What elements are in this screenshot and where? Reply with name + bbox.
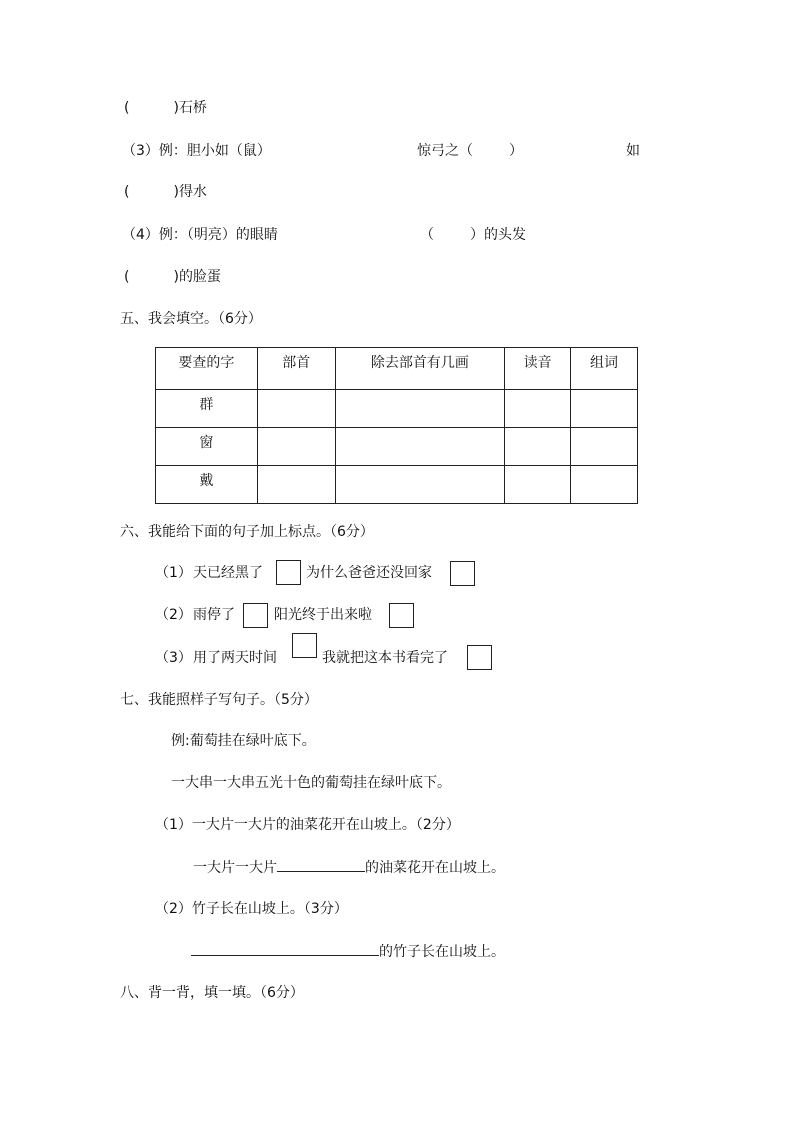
cell-input[interactable] <box>571 428 638 466</box>
punct-item-2-num: （2） <box>155 607 192 623</box>
example-sentence: 例:葡萄挂在绿叶底下。 <box>171 733 316 749</box>
question-1: （1）一大片一大片的油菜花开在山坡上。（2分） <box>155 817 460 833</box>
cell-input[interactable] <box>571 466 638 504</box>
cell-character: 群 <box>156 390 258 428</box>
section-five-title: 五、我会填空。（6分） <box>120 311 262 327</box>
cell-input[interactable] <box>505 466 571 504</box>
punctuation-box[interactable] <box>276 560 301 585</box>
header-character: 要查的字 <box>156 348 258 390</box>
fill-startled-bird: 惊弓之（ ） <box>417 143 523 159</box>
table-row <box>156 428 638 466</box>
header-word: 组词 <box>571 348 638 390</box>
punctuation-box[interactable] <box>467 645 492 670</box>
punct-item-1-part2: 为什么爸爸还没回家 <box>306 565 432 581</box>
cell-character: 窗 <box>156 428 258 466</box>
fill-line-water: ( )得水 <box>124 184 207 200</box>
cell-input[interactable] <box>335 466 505 504</box>
example-expanded-sentence: 一大串一大串五光十色的葡萄挂在绿叶底下。 <box>171 775 451 791</box>
example-line-3: （3）例：胆小如（鼠） <box>122 143 271 159</box>
question-2: （2）竹子长在山坡上。（3分） <box>155 901 348 917</box>
fill-line-face: ( )的脸蛋 <box>124 269 221 285</box>
punct-item-1-part1: 天已经黑了 <box>193 565 263 581</box>
fill-like-word: 如 <box>626 143 640 159</box>
cell-input[interactable] <box>257 466 335 504</box>
punctuation-box[interactable] <box>292 633 317 658</box>
punct-item-2-part2: 阳光终于出来啦 <box>274 607 372 623</box>
fill-hair: （ ）的头发 <box>420 227 526 243</box>
section-eight-title: 八、背一背，填一填。（6分） <box>120 985 304 1001</box>
punct-item-3-num: （3） <box>155 650 192 666</box>
header-pronunciation: 读音 <box>505 348 571 390</box>
cell-input[interactable] <box>257 428 335 466</box>
answer-line-2: 的竹子长在山坡上。 <box>191 941 505 962</box>
example-line-4: （4）例：（明亮）的眼睛 <box>122 227 278 243</box>
cell-input[interactable] <box>505 390 571 428</box>
cell-input[interactable] <box>505 428 571 466</box>
punct-item-3-part1: 用了两天时间 <box>193 650 277 666</box>
header-radical: 部首 <box>257 348 335 390</box>
fill-line-stone-bridge: ( )石桥 <box>124 100 207 116</box>
punct-item-3-part2: 我就把这本书看完了 <box>322 650 448 666</box>
answer-line-1: 一大片一大片 的油菜花开在山坡上。 <box>193 857 505 878</box>
cell-input[interactable] <box>335 390 505 428</box>
punct-item-1-num: （1） <box>155 565 192 581</box>
answer-blank[interactable] <box>277 857 365 872</box>
punctuation-box[interactable] <box>389 603 414 628</box>
cell-input[interactable] <box>335 428 505 466</box>
punctuation-box[interactable] <box>450 561 475 586</box>
header-strokes: 除去部首有几画 <box>335 348 505 390</box>
table-header-row <box>156 348 638 390</box>
section-seven-title: 七、我能照样子写句子。（5分） <box>120 692 318 708</box>
section-six-title: 六、我能给下面的句子加上标点。（6分） <box>120 524 374 540</box>
answer-blank[interactable] <box>191 941 379 956</box>
cell-input[interactable] <box>571 390 638 428</box>
cell-character: 戴 <box>156 466 258 504</box>
table-row <box>156 390 638 428</box>
table-row <box>156 466 638 504</box>
punct-item-2-part1: 雨停了 <box>193 607 235 623</box>
punctuation-box[interactable] <box>243 603 268 628</box>
cell-input[interactable] <box>257 390 335 428</box>
dictionary-table <box>155 347 638 504</box>
